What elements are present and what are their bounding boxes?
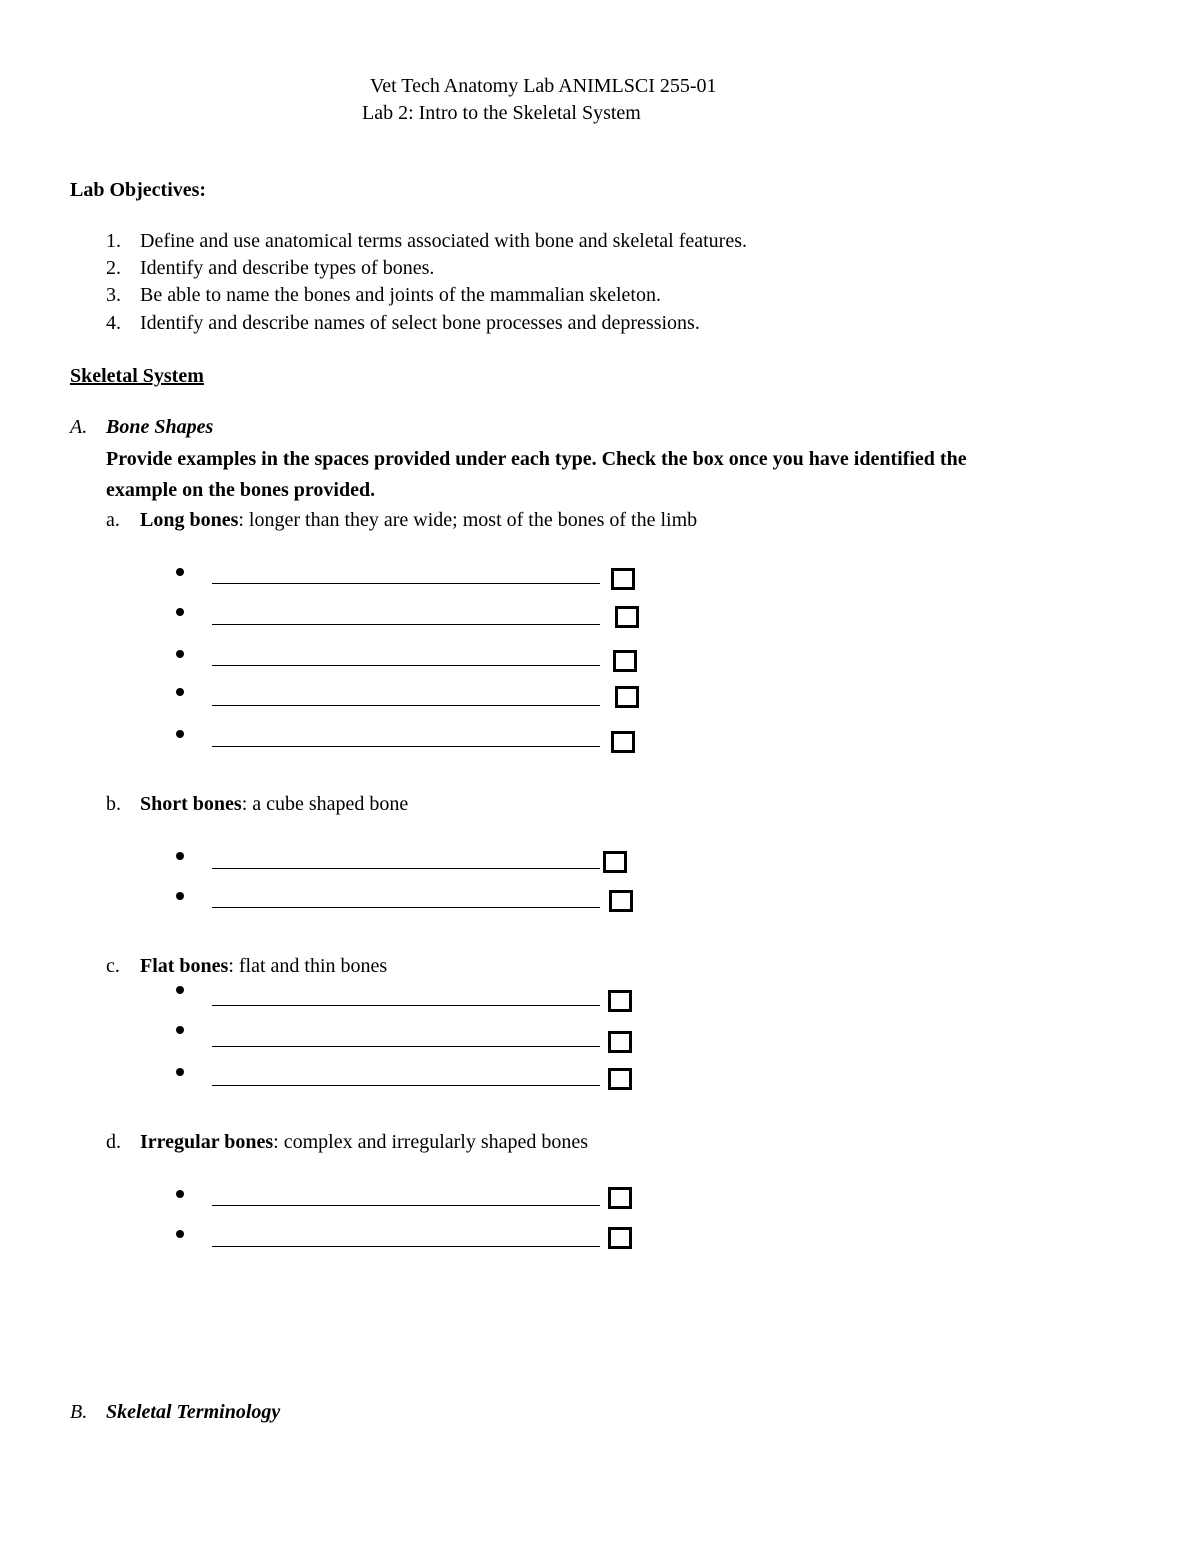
checkbox[interactable]: [611, 568, 635, 590]
type-short-bones: [140, 794, 408, 814]
objective-text: Identify and describe names of select bone processes and depressions.: [140, 312, 700, 334]
checkbox[interactable]: [603, 851, 627, 873]
answer-blank[interactable]: [212, 907, 600, 908]
section-a-instruction: Provide examples in the spaces provided under each type. Check the box once you have identified the: [106, 448, 967, 470]
bullet-icon: [176, 608, 184, 616]
answer-blank[interactable]: [212, 624, 600, 625]
type-name: Flat bones: [140, 955, 229, 977]
answer-blank[interactable]: [212, 1085, 600, 1086]
type-flat-bones: [140, 956, 387, 976]
type-description: : longer than they are wide; most of the bones of the limb: [238, 509, 698, 531]
checkbox[interactable]: [613, 650, 637, 672]
section-a-instruction: example on the bones provided.: [106, 479, 376, 501]
section-b-title: Skeletal Terminology: [106, 1401, 281, 1423]
checkbox[interactable]: [608, 990, 632, 1012]
checkbox[interactable]: [608, 1187, 632, 1209]
type-irregular-bones: [140, 1132, 588, 1152]
objectives-heading: Lab Objectives:: [70, 179, 207, 201]
bullet-icon: [176, 1230, 184, 1238]
bullet-icon: [176, 1068, 184, 1076]
type-description: : a cube shaped bone: [241, 793, 409, 815]
checkbox[interactable]: [608, 1227, 632, 1249]
bullet-icon: [176, 568, 184, 576]
objective-number: 2.: [106, 257, 121, 279]
bullet-icon: [176, 986, 184, 994]
objective-number: 4.: [106, 312, 121, 334]
checkbox[interactable]: [608, 1068, 632, 1090]
section-b-letter: B.: [70, 1401, 88, 1423]
bullet-icon: [176, 730, 184, 738]
checkbox[interactable]: [609, 890, 633, 912]
objective-number: 3.: [106, 284, 121, 306]
bullet-icon: [176, 650, 184, 658]
type-description: : flat and thin bones: [228, 955, 388, 977]
type-name: Long bones: [140, 509, 239, 531]
checkbox[interactable]: [615, 686, 639, 708]
answer-blank[interactable]: [212, 868, 600, 869]
skeletal-system-heading: Skeletal System: [70, 365, 204, 387]
section-a-letter: A.: [70, 416, 88, 438]
type-letter: d.: [106, 1131, 121, 1153]
answer-blank[interactable]: [212, 583, 600, 584]
bullet-icon: [176, 1190, 184, 1198]
bullet-icon: [176, 892, 184, 900]
answer-blank[interactable]: [212, 1005, 600, 1006]
header-course-title: Vet Tech Anatomy Lab ANIMLSCI 255-01: [370, 75, 717, 97]
objective-text: Define and use anatomical terms associated with bone and skeletal features.: [140, 230, 747, 252]
answer-blank[interactable]: [212, 705, 600, 706]
checkbox[interactable]: [615, 606, 639, 628]
type-long-bones: [140, 510, 697, 530]
type-letter: c.: [106, 955, 120, 977]
checkbox[interactable]: [608, 1031, 632, 1053]
checkbox[interactable]: [611, 731, 635, 753]
answer-blank[interactable]: [212, 665, 600, 666]
objective-text: Be able to name the bones and joints of the mammalian skeleton.: [140, 284, 661, 306]
bullet-icon: [176, 688, 184, 696]
answer-blank[interactable]: [212, 746, 600, 747]
objective-number: 1.: [106, 230, 121, 252]
answer-blank[interactable]: [212, 1205, 600, 1206]
header-lab-title: Lab 2: Intro to the Skeletal System: [362, 102, 641, 124]
type-letter: b.: [106, 793, 121, 815]
bullet-icon: [176, 1026, 184, 1034]
type-name: Irregular bones: [140, 1131, 274, 1153]
section-a-title: Bone Shapes: [106, 416, 214, 438]
answer-blank[interactable]: [212, 1046, 600, 1047]
type-description: : complex and irregularly shaped bones: [273, 1131, 589, 1153]
objective-text: Identify and describe types of bones.: [140, 257, 435, 279]
type-name: Short bones: [140, 793, 242, 815]
type-letter: a.: [106, 509, 120, 531]
answer-blank[interactable]: [212, 1246, 600, 1247]
bullet-icon: [176, 852, 184, 860]
